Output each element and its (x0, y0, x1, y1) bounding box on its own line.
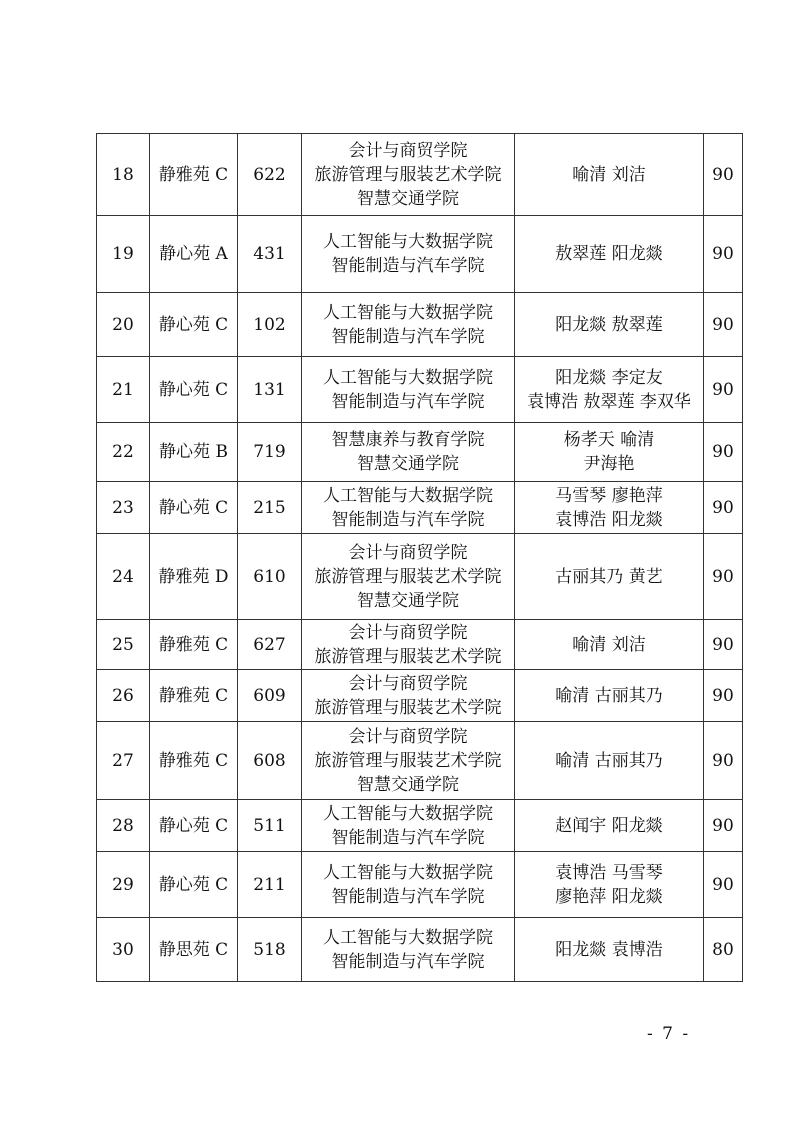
college-name: 智慧交通学院 (357, 188, 459, 209)
inspection-table-container (96, 133, 742, 982)
room-number-cell: 627 (238, 620, 302, 670)
serial-number-cell: 28 (97, 800, 150, 852)
dormitory-building-cell: 静雅苑 C (150, 620, 238, 670)
staff-names: 喻清 古丽其乃 (555, 750, 663, 771)
staff-cell (515, 482, 704, 534)
serial-number-cell: 19 (97, 216, 150, 293)
table-row (97, 134, 743, 216)
college-name: 旅游管理与服装艺术学院 (314, 697, 502, 718)
score-cell: 90 (704, 423, 743, 482)
serial-number-cell: 24 (97, 534, 150, 620)
colleges-cell (302, 918, 515, 982)
dormitory-building-cell: 静思苑 C (150, 918, 238, 982)
staff-cell (515, 134, 704, 216)
college-name: 智能制造与汽车学院 (331, 391, 485, 412)
room-number-cell: 610 (238, 534, 302, 620)
staff-cell (515, 293, 704, 357)
table-row (97, 722, 743, 800)
room-number-cell: 608 (238, 722, 302, 800)
staff-cell (515, 357, 704, 423)
staff-names: 喻清 刘洁 (572, 164, 646, 185)
staff-cell (515, 534, 704, 620)
table-row (97, 800, 743, 852)
serial-number-cell: 18 (97, 134, 150, 216)
college-name: 旅游管理与服装艺术学院 (314, 566, 502, 587)
colleges-cell (302, 670, 515, 722)
table-row (97, 918, 743, 982)
dormitory-building-cell: 静雅苑 D (150, 534, 238, 620)
page-number: - 7 - (647, 1024, 691, 1044)
dormitory-inspection-table (96, 133, 743, 982)
staff-names: 杨孝天 喻清 (563, 430, 655, 450)
college-name: 旅游管理与服装艺术学院 (314, 646, 502, 667)
staff-cell (515, 918, 704, 982)
score-cell: 90 (704, 852, 743, 918)
college-name: 人工智能与大数据学院 (323, 232, 493, 252)
colleges-cell (302, 357, 515, 423)
staff-names: 尹海艳 (583, 454, 635, 474)
serial-number-cell: 29 (97, 852, 150, 918)
serial-number-cell: 25 (97, 620, 150, 670)
staff-names: 古丽其乃 黄艺 (555, 566, 663, 587)
college-name: 智慧交通学院 (357, 590, 459, 611)
college-name: 人工智能与大数据学院 (323, 803, 493, 824)
staff-cell (515, 722, 704, 800)
college-name: 智慧交通学院 (357, 454, 459, 474)
staff-names: 廖艳萍 阳龙燚 (555, 886, 663, 907)
college-name: 人工智能与大数据学院 (323, 367, 493, 388)
college-name: 会计与商贸学院 (348, 673, 468, 694)
college-name: 智能制造与汽车学院 (331, 256, 485, 276)
staff-cell (515, 800, 704, 852)
staff-cell (515, 620, 704, 670)
staff-names: 马雪琴 廖艳萍 (555, 485, 663, 506)
college-name: 智慧康养与教育学院 (331, 430, 485, 450)
table-row (97, 357, 743, 423)
room-number-cell: 431 (238, 216, 302, 293)
staff-names: 袁博浩 马雪琴 (555, 862, 663, 883)
table-row (97, 670, 743, 722)
colleges-cell (302, 482, 515, 534)
staff-names: 赵闻宇 阳龙燚 (555, 815, 663, 836)
staff-cell (515, 216, 704, 293)
room-number-cell: 102 (238, 293, 302, 357)
score-cell: 90 (704, 670, 743, 722)
staff-names: 喻清 刘洁 (572, 634, 646, 655)
room-number-cell: 131 (238, 357, 302, 423)
college-name: 智能制造与汽车学院 (331, 827, 485, 848)
score-cell: 90 (704, 534, 743, 620)
room-number-cell: 719 (238, 423, 302, 482)
score-cell: 90 (704, 620, 743, 670)
college-name: 人工智能与大数据学院 (323, 485, 493, 506)
colleges-cell (302, 800, 515, 852)
room-number-cell: 622 (238, 134, 302, 216)
staff-names: 袁博浩 敖翠莲 李双华 (527, 391, 691, 412)
dormitory-building-cell: 静心苑 B (150, 423, 238, 482)
college-name: 会计与商贸学院 (348, 622, 468, 643)
college-name: 会计与商贸学院 (348, 140, 468, 161)
serial-number-cell: 22 (97, 423, 150, 482)
score-cell: 90 (704, 800, 743, 852)
college-name: 智能制造与汽车学院 (331, 886, 485, 907)
room-number-cell: 518 (238, 918, 302, 982)
table-row (97, 293, 743, 357)
colleges-cell (302, 852, 515, 918)
college-name: 旅游管理与服装艺术学院 (314, 750, 502, 771)
serial-number-cell: 30 (97, 918, 150, 982)
serial-number-cell: 26 (97, 670, 150, 722)
colleges-cell (302, 722, 515, 800)
staff-names: 阳龙燚 敖翠莲 (555, 314, 663, 335)
score-cell: 90 (704, 134, 743, 216)
colleges-cell (302, 423, 515, 482)
college-name: 智能制造与汽车学院 (331, 951, 485, 972)
room-number-cell: 609 (238, 670, 302, 722)
college-name: 人工智能与大数据学院 (323, 927, 493, 948)
table-row (97, 423, 743, 482)
room-number-cell: 211 (238, 852, 302, 918)
colleges-cell (302, 534, 515, 620)
college-name: 智能制造与汽车学院 (331, 326, 485, 347)
colleges-cell (302, 134, 515, 216)
serial-number-cell: 23 (97, 482, 150, 534)
dormitory-building-cell: 静心苑 C (150, 800, 238, 852)
table-row (97, 534, 743, 620)
colleges-cell (302, 620, 515, 670)
staff-names: 阳龙燚 袁博浩 (555, 939, 663, 960)
staff-cell (515, 670, 704, 722)
staff-names: 袁博浩 阳龙燚 (555, 509, 663, 530)
dormitory-building-cell: 静心苑 C (150, 482, 238, 534)
college-name: 会计与商贸学院 (348, 726, 468, 747)
serial-number-cell: 20 (97, 293, 150, 357)
score-cell: 90 (704, 722, 743, 800)
score-cell: 90 (704, 357, 743, 423)
dormitory-building-cell: 静心苑 A (150, 216, 238, 293)
staff-names: 阳龙燚 李定友 (555, 367, 663, 388)
table-body (97, 134, 743, 982)
college-name: 旅游管理与服装艺术学院 (314, 164, 502, 185)
dormitory-building-cell: 静心苑 C (150, 293, 238, 357)
colleges-cell (302, 293, 515, 357)
college-name: 人工智能与大数据学院 (323, 302, 493, 323)
dormitory-building-cell: 静雅苑 C (150, 670, 238, 722)
table-row (97, 482, 743, 534)
college-name: 智慧交通学院 (357, 774, 459, 795)
staff-cell (515, 423, 704, 482)
college-name: 智能制造与汽车学院 (331, 509, 485, 530)
table-row (97, 852, 743, 918)
college-name: 人工智能与大数据学院 (323, 862, 493, 883)
staff-names: 喻清 古丽其乃 (555, 685, 663, 706)
table-row (97, 620, 743, 670)
table-row (97, 216, 743, 293)
score-cell: 80 (704, 918, 743, 982)
dormitory-building-cell: 静心苑 C (150, 357, 238, 423)
dormitory-building-cell: 静心苑 C (150, 852, 238, 918)
room-number-cell: 215 (238, 482, 302, 534)
score-cell: 90 (704, 216, 743, 293)
score-cell: 90 (704, 293, 743, 357)
dormitory-building-cell: 静雅苑 C (150, 722, 238, 800)
dormitory-building-cell: 静雅苑 C (150, 134, 238, 216)
serial-number-cell: 27 (97, 722, 150, 800)
staff-cell (515, 852, 704, 918)
college-name: 会计与商贸学院 (348, 542, 468, 563)
staff-names: 敖翠莲 阳龙燚 (555, 244, 663, 264)
serial-number-cell: 21 (97, 357, 150, 423)
room-number-cell: 511 (238, 800, 302, 852)
score-cell: 90 (704, 482, 743, 534)
colleges-cell (302, 216, 515, 293)
